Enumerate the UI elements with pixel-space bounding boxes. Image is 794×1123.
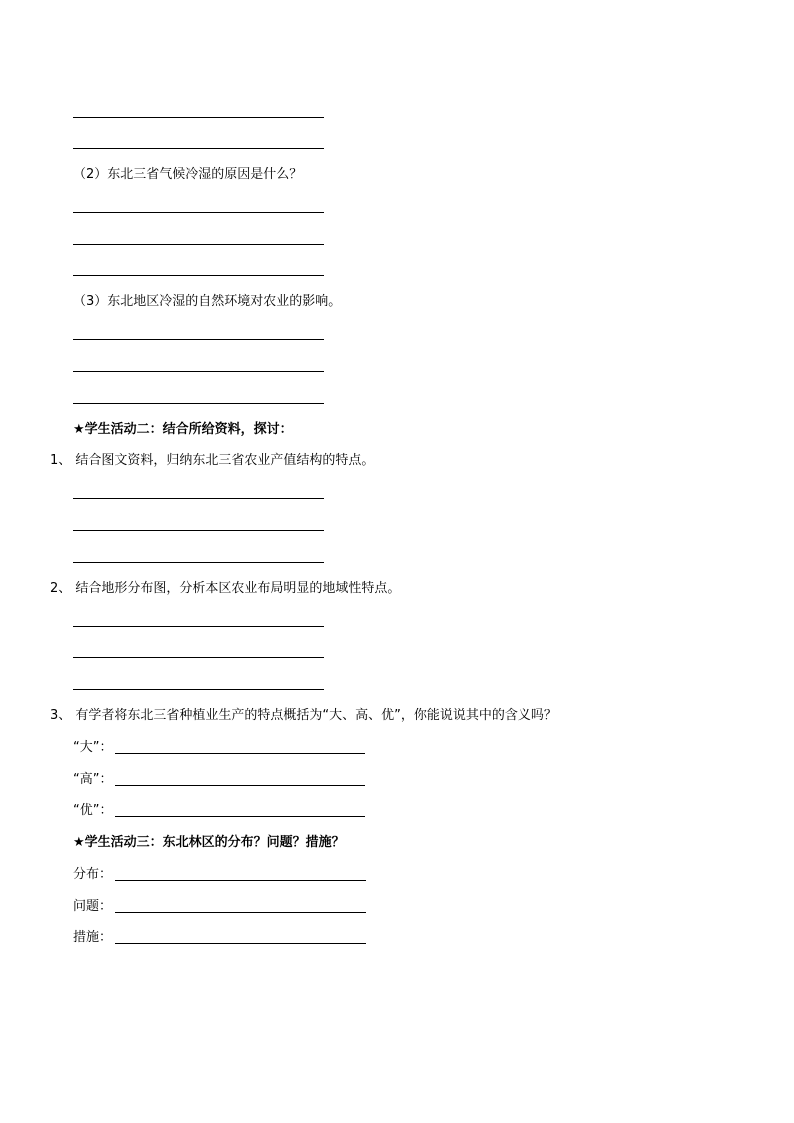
answer-line[interactable] xyxy=(73,148,324,149)
answer-line[interactable] xyxy=(73,530,324,531)
activity-2-item-1: 1、 结合图文资料，归纳东北三省农业产值结构的特点。 xyxy=(50,453,375,468)
activity-2-item-2: 2、 结合地形分布图，分析本区农业布局明显的地域性特点。 xyxy=(50,581,401,596)
field-you xyxy=(73,803,365,823)
field-you-line[interactable] xyxy=(115,816,365,817)
field-measures-label: 措施： xyxy=(73,930,113,945)
field-distribution-line[interactable] xyxy=(115,880,366,881)
field-distribution xyxy=(73,867,366,887)
field-gao-line[interactable] xyxy=(115,785,365,786)
answer-line[interactable] xyxy=(73,626,324,627)
answer-line[interactable] xyxy=(73,403,324,404)
field-gao-label: “高”： xyxy=(73,772,113,787)
answer-line[interactable] xyxy=(73,562,324,563)
answer-line[interactable] xyxy=(73,689,324,690)
answer-line[interactable] xyxy=(73,212,324,213)
activity-3-heading: ★学生活动三：东北林区的分布？问题？措施？ xyxy=(73,835,345,850)
answer-line[interactable] xyxy=(73,117,324,118)
answer-line[interactable] xyxy=(73,275,324,276)
field-da-label: “大”： xyxy=(73,740,113,755)
question-2: （2）东北三省气候冷湿的原因是什么？ xyxy=(73,167,303,182)
field-gao xyxy=(73,772,365,792)
activity-2-item-3: 3、 有学者将东北三省种植业生产的特点概括为“大、高、优”，你能说说其中的含义吗？ xyxy=(50,708,557,723)
field-da-line[interactable] xyxy=(115,753,365,754)
field-you-label: “优”： xyxy=(73,803,113,818)
answer-line[interactable] xyxy=(73,244,324,245)
field-distribution-label: 分布： xyxy=(73,867,113,882)
activity-2-heading: ★学生活动二：结合所给资料，探讨： xyxy=(73,422,293,437)
field-problems-label: 问题： xyxy=(73,899,113,914)
answer-line[interactable] xyxy=(73,371,324,372)
field-measures xyxy=(73,930,366,950)
answer-line[interactable] xyxy=(73,339,324,340)
field-da xyxy=(73,740,365,760)
field-problems xyxy=(73,899,366,919)
question-3: （3）东北地区冷湿的自然环境对农业的影响。 xyxy=(73,294,342,309)
field-measures-line[interactable] xyxy=(115,943,366,944)
answer-line[interactable] xyxy=(73,657,324,658)
answer-line[interactable] xyxy=(73,498,324,499)
field-problems-line[interactable] xyxy=(115,912,366,913)
